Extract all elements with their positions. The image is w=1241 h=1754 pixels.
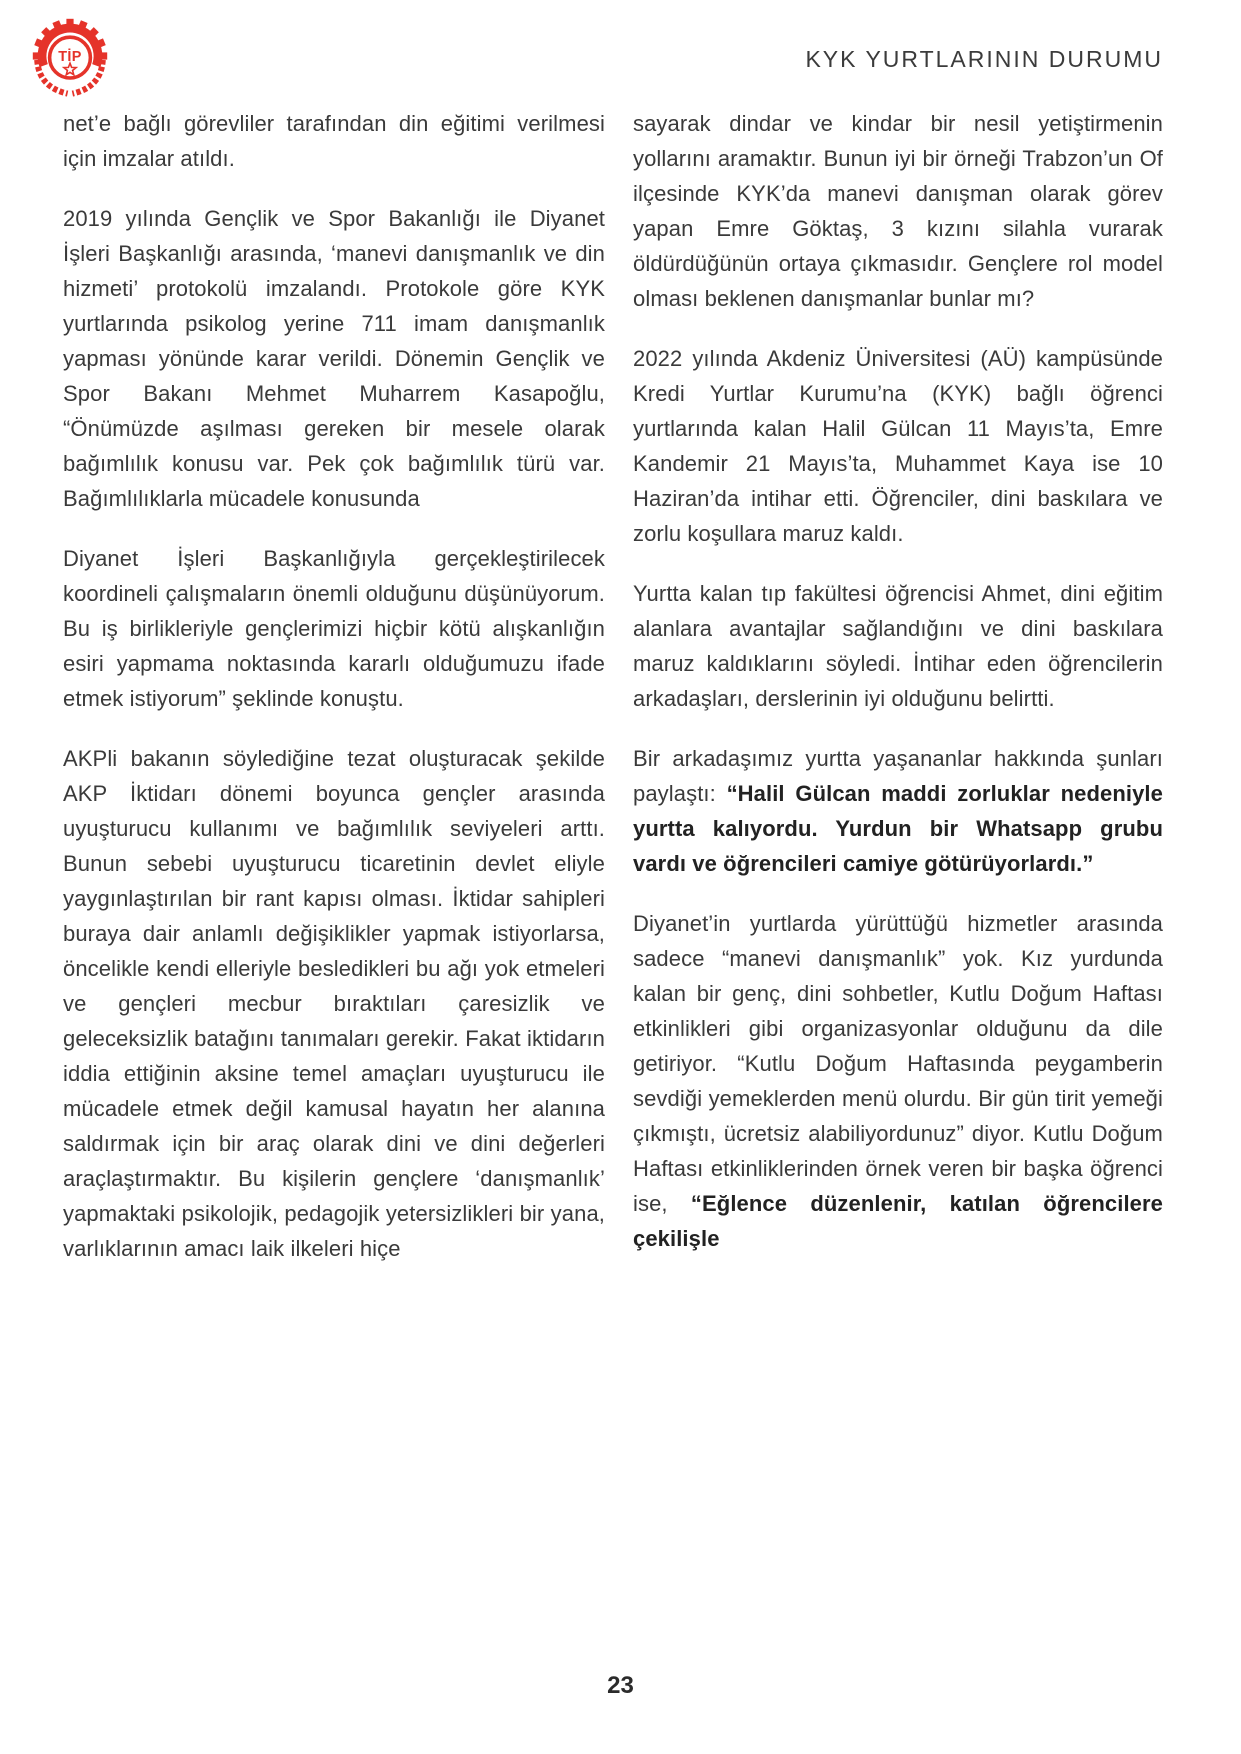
page-header xyxy=(0,0,1241,100)
text-run: net’e bağlı görevliler tarafından din eğitimi verilmesi için imzalar atıldı. xyxy=(63,111,605,171)
bold-text-run: “Eğlence düzenlenir, katılan öğrencilere çekilişle xyxy=(633,1191,1163,1251)
text-run: AKPli bakanın söylediğine tezat oluşturacak şekilde AKP İktidarı dönemi boyunca gençler arasında uyuşturucu kullanımı ve bağımlılık seviyeleri arttı. Bunun sebebi uyuşturucu ticaretinin devlet eliyle yaygınlaştırılan bir rant kapısı olması. İktidar sahipleri buraya dair anlamlı değişiklikler yapmak istiyorlarsa, öncelikle kendi elleriyle besledikleri bu ağı yok etmeleri ve gençleri mecbur bıraktıları çaresizlik ve geleceksizlik batağını tanımaları gerekir. Fakat iktidarın iddia ettiğinin aksine temel amaçları uyuşturucu ile mücadele etmek değil kamusal hayatın her alanına saldırmak için bir araç olarak dini ve dini değerleri araçlaştırmaktır. Bu kişilerin gençlere ‘danışmanlık’ yapmaktaki psikolojik, pedagojik yetersizlikleri bir yana, varlıklarının amacı laik ilkeleri hiçe xyxy=(63,746,605,1261)
paragraph xyxy=(633,106,1163,316)
right-column xyxy=(633,106,1163,1291)
logo-text: TİP xyxy=(58,48,82,65)
paragraph xyxy=(63,201,605,516)
text-run: Diyanet’in yurtlarda yürüttüğü hizmetler arasında sadece “manevi danışmanlık” yok. Kız yurdunda kalan bir genç, dini sohbetler, Kutlu Doğum Haftası etkinlikleri gibi organizasyonlar olduğunu da dile getiriyor. “Kutlu Doğum Haftasında peygamberin sevdiği yemeklerden menü olurdu. Bir gün tirit yemeği çıkmıştı, ücretsiz alabiliyordunuz” diyor. Kutlu Doğum Haftası etkinliklerinden örnek veren bir başka öğrenci ise, xyxy=(633,911,1163,1216)
paragraph xyxy=(63,106,605,176)
paragraph xyxy=(63,541,605,716)
left-column xyxy=(63,106,605,1291)
tip-logo-emblem xyxy=(30,20,110,100)
paragraph xyxy=(633,341,1163,551)
text-run: 2019 yılında Gençlik ve Spor Bakanlığı ile Diyanet İşleri Başkanlığı arasında, ‘manevi danışmanlık ve din hizmeti’ protokolü imzalandı. Protokole göre KYK yurtlarında psikolog yerine 711 imam danışmanlık yapması yönünde karar verildi. Dönemin Gençlik ve Spor Bakanı Mehmet Muharrem Kasapoğlu, “Önümüzde aşılması gereken bir mesele olarak bağımlılık konusu var. Pek çok bağımlılık türü var. Bağımlılıklarla mücadele konusunda xyxy=(63,206,605,511)
tip-party-logo xyxy=(30,20,110,100)
page-number: 23 xyxy=(607,1672,634,1699)
paragraph xyxy=(633,741,1163,881)
paragraph xyxy=(633,576,1163,716)
text-run: 2022 yılında Akdeniz Üniversitesi (AÜ) kampüsünde Kredi Yurtlar Kurumu’na (KYK) bağlı öğrenci yurtlarında kalan Halil Gülcan 11 Mayıs’ta, Emre Kandemir 21 Mayıs’ta, Muhammet Kaya ise 10 Haziran’da intihar etti. Öğrenciler, dini baskılara ve zorlu koşullara maruz kaldı. xyxy=(633,346,1163,546)
text-run: Yurtta kalan tıp fakültesi öğrencisi Ahmet, dini eğitim alanlara avantajlar sağlandığını ve dini baskılara maruz kaldıklarını söyledi. İntihar eden öğrencilerin arkadaşları, derslerinin iyi olduğunu belirtti. xyxy=(633,581,1163,711)
text-run: sayarak dindar ve kindar bir nesil yetiştirmenin yollarını aramaktır. Bunun iyi bir örneği Trabzon’un Of ilçesinde KYK’da manevi danışman olarak görev yapan Emre Göktaş, 3 kızını silahla vurarak öldürdüğünün ortaya çıkmasıdır. Gençlere rol model olması beklenen danışmanlar bunlar mı? xyxy=(633,111,1163,311)
text-run: Diyanet İşleri Başkanlığıyla gerçekleştirilecek koordineli çalışmaların önemli olduğunu düşünüyorum. Bu iş birlikleriyle gençlerimizi hiçbir kötü alışkanlığın esiri yapmama noktasında kararlı olduğumuzu ifade etmek istiyorum” şeklinde konuştu. xyxy=(63,546,605,711)
bold-text-run: “Halil Gülcan maddi zorluklar nedeniyle yurtta kalıyordu. Yurdun bir Whatsapp grubu vardı ve öğrencileri camiye götürüyorlardı.” xyxy=(633,781,1163,876)
page-title: KYK YURTLARININ DURUMU xyxy=(805,46,1163,72)
text-run: Bir arkadaşımız yurtta yaşananlar hakkında şunları paylaştı: xyxy=(633,746,1163,806)
paragraph xyxy=(63,741,605,1266)
article-body xyxy=(0,100,1241,1291)
paragraph xyxy=(633,906,1163,1256)
